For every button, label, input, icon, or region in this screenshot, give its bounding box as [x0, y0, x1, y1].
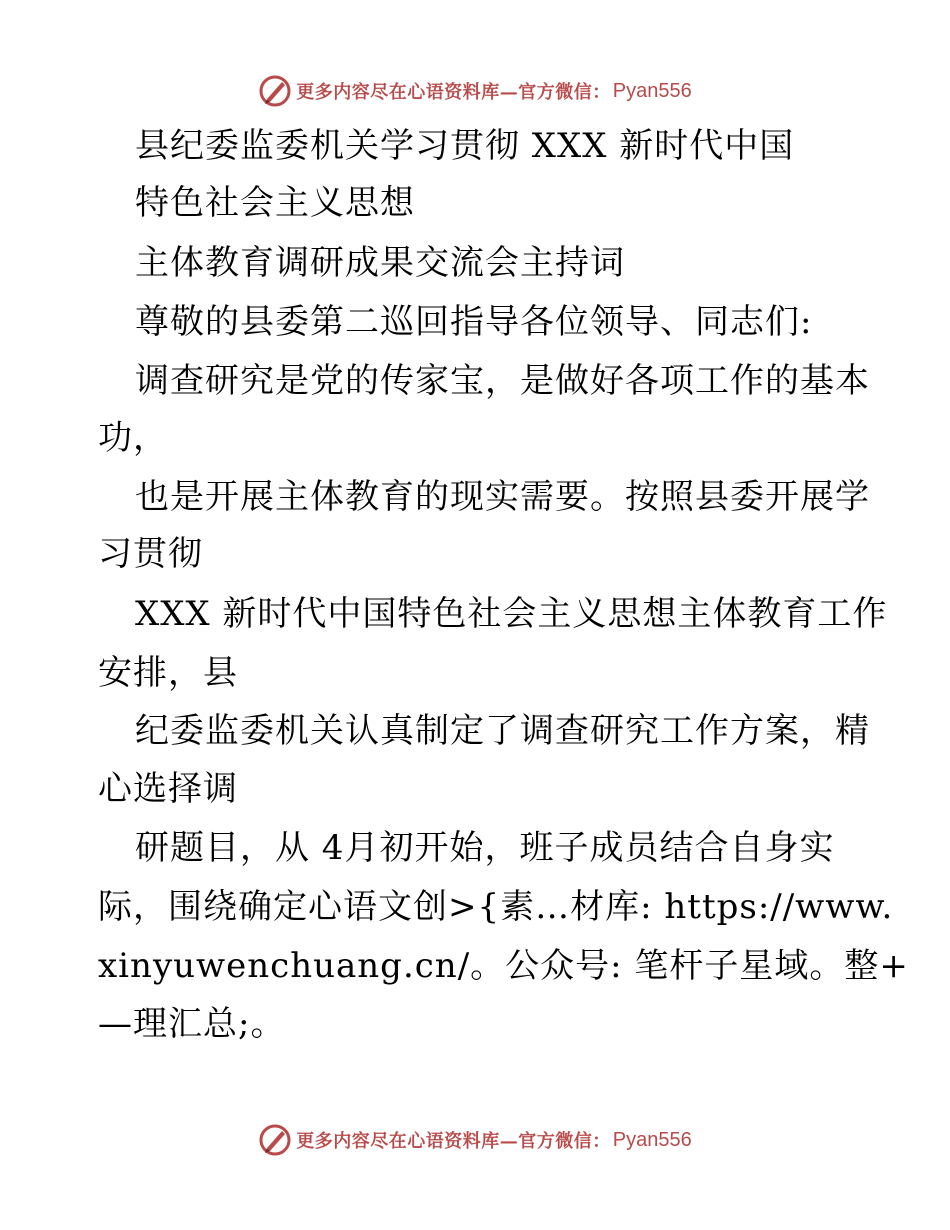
doc-line: 尊敬的县委第二巡回指导各位领导、同志们:	[135, 302, 813, 342]
doc-line: —理汇总;。	[98, 1004, 286, 1044]
doc-line: 功，	[98, 418, 168, 458]
header-wechat-id: Pyan556	[612, 79, 692, 102]
pen-logo-icon	[258, 1123, 292, 1157]
doc-line: 研题目，从 4月初开始，班子成员结合自身实	[135, 828, 835, 868]
doc-line: 主体教育调研成果交流会主持词	[135, 243, 625, 283]
doc-line: 际，围绕确定心语文创>{素…材库: https://www.	[98, 887, 894, 927]
doc-line: 特色社会主义思想	[135, 183, 415, 223]
doc-line: 纪委监委机关认真制定了调查研究工作方案，精	[135, 711, 870, 751]
doc-line: 习贯彻	[98, 534, 203, 574]
doc-line: xinyuwenchuang.cn/。公众号: 笔杆子星域。整+	[98, 946, 909, 986]
header-banner	[0, 71, 950, 111]
doc-line: 安排，县	[98, 653, 238, 693]
doc-line: 调查研究是党的传家宝，是做好各项工作的基本	[135, 361, 870, 401]
footer-banner	[0, 1120, 950, 1160]
header-banner-text: 更多内容尽在心语资料库—官方微信：	[296, 82, 611, 103]
footer-banner-text: 更多内容尽在心语资料库—官方微信：	[296, 1131, 611, 1152]
footer-wechat-id: Pyan556	[612, 1128, 692, 1151]
doc-line: 心选择调	[98, 769, 238, 809]
doc-line: XXX 新时代中国特色社会主义思想主体教育工作	[135, 594, 888, 634]
pen-logo-icon	[258, 74, 292, 108]
doc-line: 也是开展主体教育的现实需要。按照县委开展学	[135, 477, 870, 517]
doc-line: 县纪委监委机关学习贯彻 XXX 新时代中国	[135, 126, 795, 166]
